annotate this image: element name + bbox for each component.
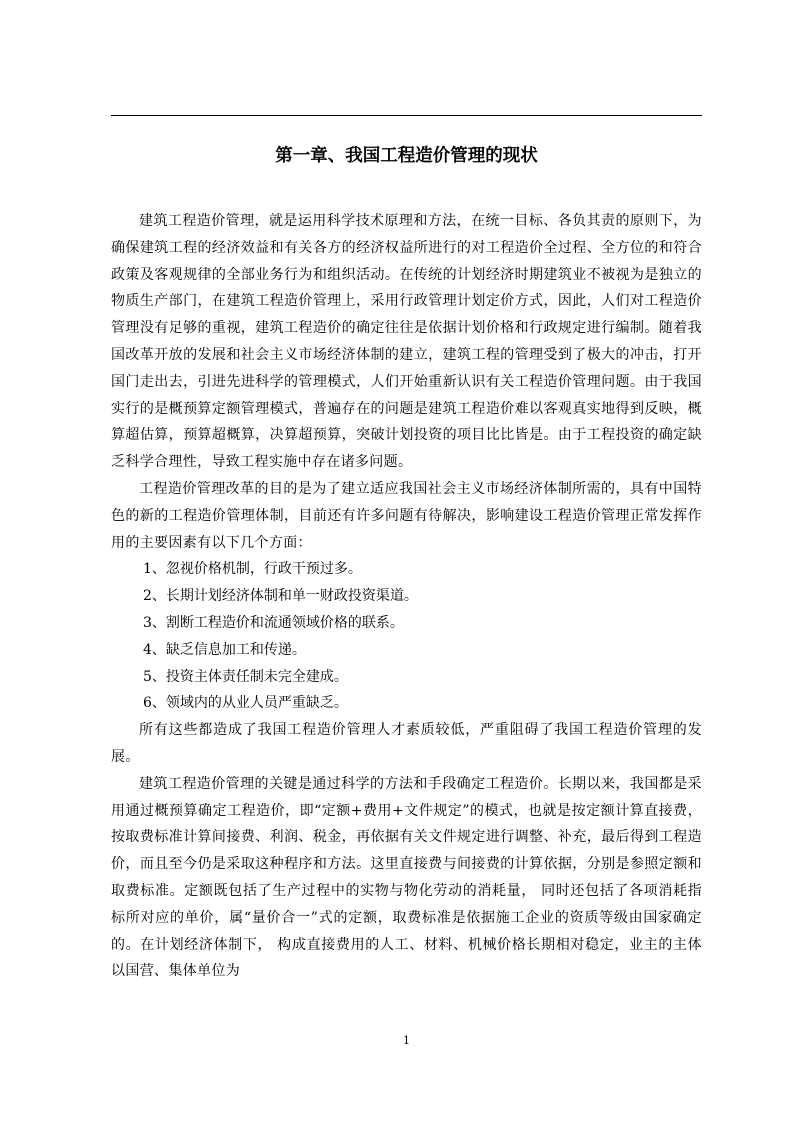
list-item: 2、长期计划经济体制和单一财政投资渠道。 xyxy=(143,588,418,605)
list-item: 5、投资主体责任制未完全建成。 xyxy=(143,668,348,685)
paragraph-reform: 工程造价管理改革的目的是为了建立适应我国社会主义市场经济体制所需的，具有中国特色的新的工程造价管理体制，目前还有许多问题有待解决，影响建设工程造价管理正常发挥作用的主要因素有以下几个方面： xyxy=(111,480,702,551)
list-item: 3、割断工程造价和流通领域价格的联系。 xyxy=(143,614,404,631)
list-item: 6、领域内的从业人员严重缺乏。 xyxy=(143,695,348,712)
paragraph-pricing: 建筑工程造价管理的关键是通过科学的方法和手段确定工程造价。长期以来，我国都是采用通过概预算确定工程造价，即“定额+费用+文件规定”的模式，也就是按定额计算直接费，按取费标准计算间接费、利润、税金，再依据有关文件规定进行调整、补充，最后得到工程造价，而且至今仍是采取这种程序和方法。这里直接费与间接费的计算依据，分别是参照定额和取费标准。定额既包括了生产过程中的实物与物化劳动的消耗量， 同时还包括了各项消耗指标所对应的单价，属“量价合一”式的定额，取费标准是依据施工企业的资质等级由国家确定的。在计划经济体制下， 构成直接费用的人工、材料、机械价格长期相对稳定，业主的主体以国营、集体单位为 xyxy=(111,775,702,980)
list-item: 1、忽视价格机制，行政干预过多。 xyxy=(143,561,362,578)
chapter-title: 第一章、我国工程造价管理的现状 xyxy=(275,146,538,166)
header-rule xyxy=(111,115,702,116)
page-number: 1 xyxy=(403,1034,410,1047)
body-text xyxy=(111,208,702,985)
paragraph-summary: 所有这些都造成了我国工程造价管理人才素质较低，严重阻碍了我国工程造价管理的发展。 xyxy=(111,722,702,765)
list-item: 4、缺乏信息加工和传递。 xyxy=(143,641,306,658)
paragraph-intro: 建筑工程造价管理，就是运用科学技术原理和方法，在统一目标、各负其责的原则下，为确保建筑工程的经济效益和有关各方的经济权益所进行的对工程造价全过程、全方位的和符合政策及客观规律的全部业务行为和组织活动。在传统的计划经济时期建筑业不被视为是独立的物质生产部门，在建筑工程造价管理上，采用行政管理计划定价方式，因此，人们对工程造价管理没有足够的重视，建筑工程造价的确定往往是依据计划价格和行政规定进行编制。随着我国改革开放的发展和社会主义市场经济体制的建立，建筑工程的管理受到了极大的冲击，打开国门走出去，引进先进科学的管理模式，人们开始重新认识有关工程造价管理问题。由于我国实行的是概预算定额管理模式，普遍存在的问题是建筑工程造价难以客观真实地得到反映，概算超估算，预算超概算，决算超预算，突破计划投资的项目比比皆是。由于工程投资的确定缺乏科学合理性，导致工程实施中存在诸多问题。 xyxy=(111,213,702,471)
